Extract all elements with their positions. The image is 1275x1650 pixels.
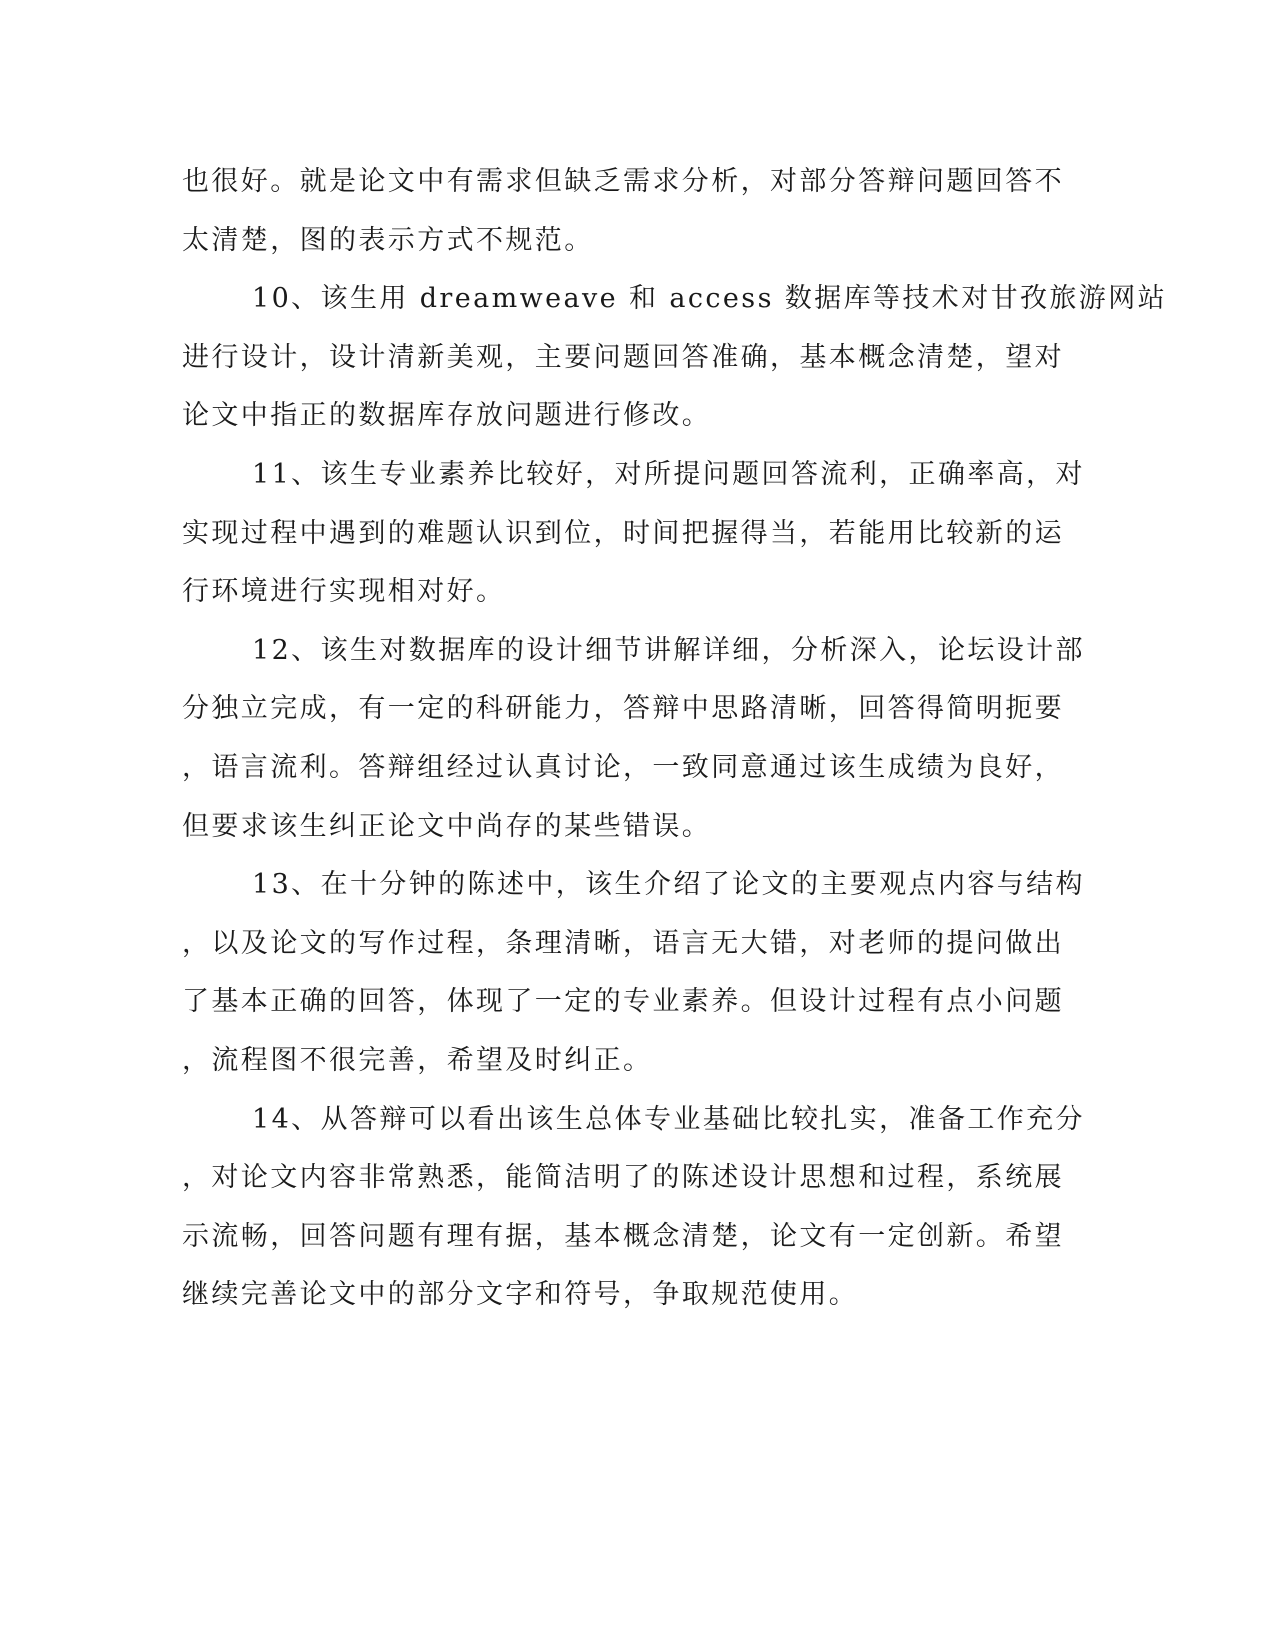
text-line: 继续完善论文中的部分文字和符号，争取规范使用。 [182,1279,859,1310]
text-line: 行环境进行实现相对好。 [182,576,506,607]
text-line: 也很好。就是论文中有需求但缺乏需求分析，对部分答辩问题回答不 [182,166,1064,197]
text-line: ，流程图不很完善，希望及时纠正。 [182,1045,653,1076]
text-line: 了基本正确的回答，体现了一定的专业素养。但设计过程有点小问题 [182,986,1064,1017]
paragraph-13-line: 13、在十分钟的陈述中，该生介绍了论文的主要观点内容与结构 [252,869,1085,900]
text-line: 分独立完成，有一定的科研能力，答辩中思路清晰，回答得简明扼要 [182,693,1064,724]
paragraph-10-line: 10、该生用 dreamweave 和 access 数据库等技术对甘孜旅游网站 [252,283,1168,314]
text-line: 进行设计，设计清新美观，主要问题回答准确，基本概念清楚，望对 [182,342,1064,373]
text-line: ，以及论文的写作过程，条理清晰，语言无大错，对老师的提问做出 [182,928,1064,959]
text-line: ，对论文内容非常熟悉，能简洁明了的陈述设计思想和过程，系统展 [182,1162,1064,1193]
text-line: 太清楚，图的表示方式不规范。 [182,225,594,256]
paragraph-12-line: 12、该生对数据库的设计细节讲解详细，分析深入，论坛设计部 [252,635,1085,666]
text-line: 论文中指正的数据库存放问题进行修改。 [182,400,712,431]
paragraph-14-line: 14、从答辩可以看出该生总体专业基础比较扎实，准备工作充分 [252,1104,1085,1135]
text-line: 实现过程中遇到的难题认识到位，时间把握得当，若能用比较新的运 [182,518,1064,549]
paragraph-11-line: 11、该生专业素养比较好，对所提问题回答流利，正确率高，对 [252,459,1085,490]
text-line: 但要求该生纠正论文中尚存的某些错误。 [182,811,712,842]
text-line: 示流畅，回答问题有理有据，基本概念清楚，论文有一定创新。希望 [182,1221,1064,1252]
text-line: ，语言流利。答辩组经过认真讨论，一致同意通过该生成绩为良好， [182,752,1064,783]
